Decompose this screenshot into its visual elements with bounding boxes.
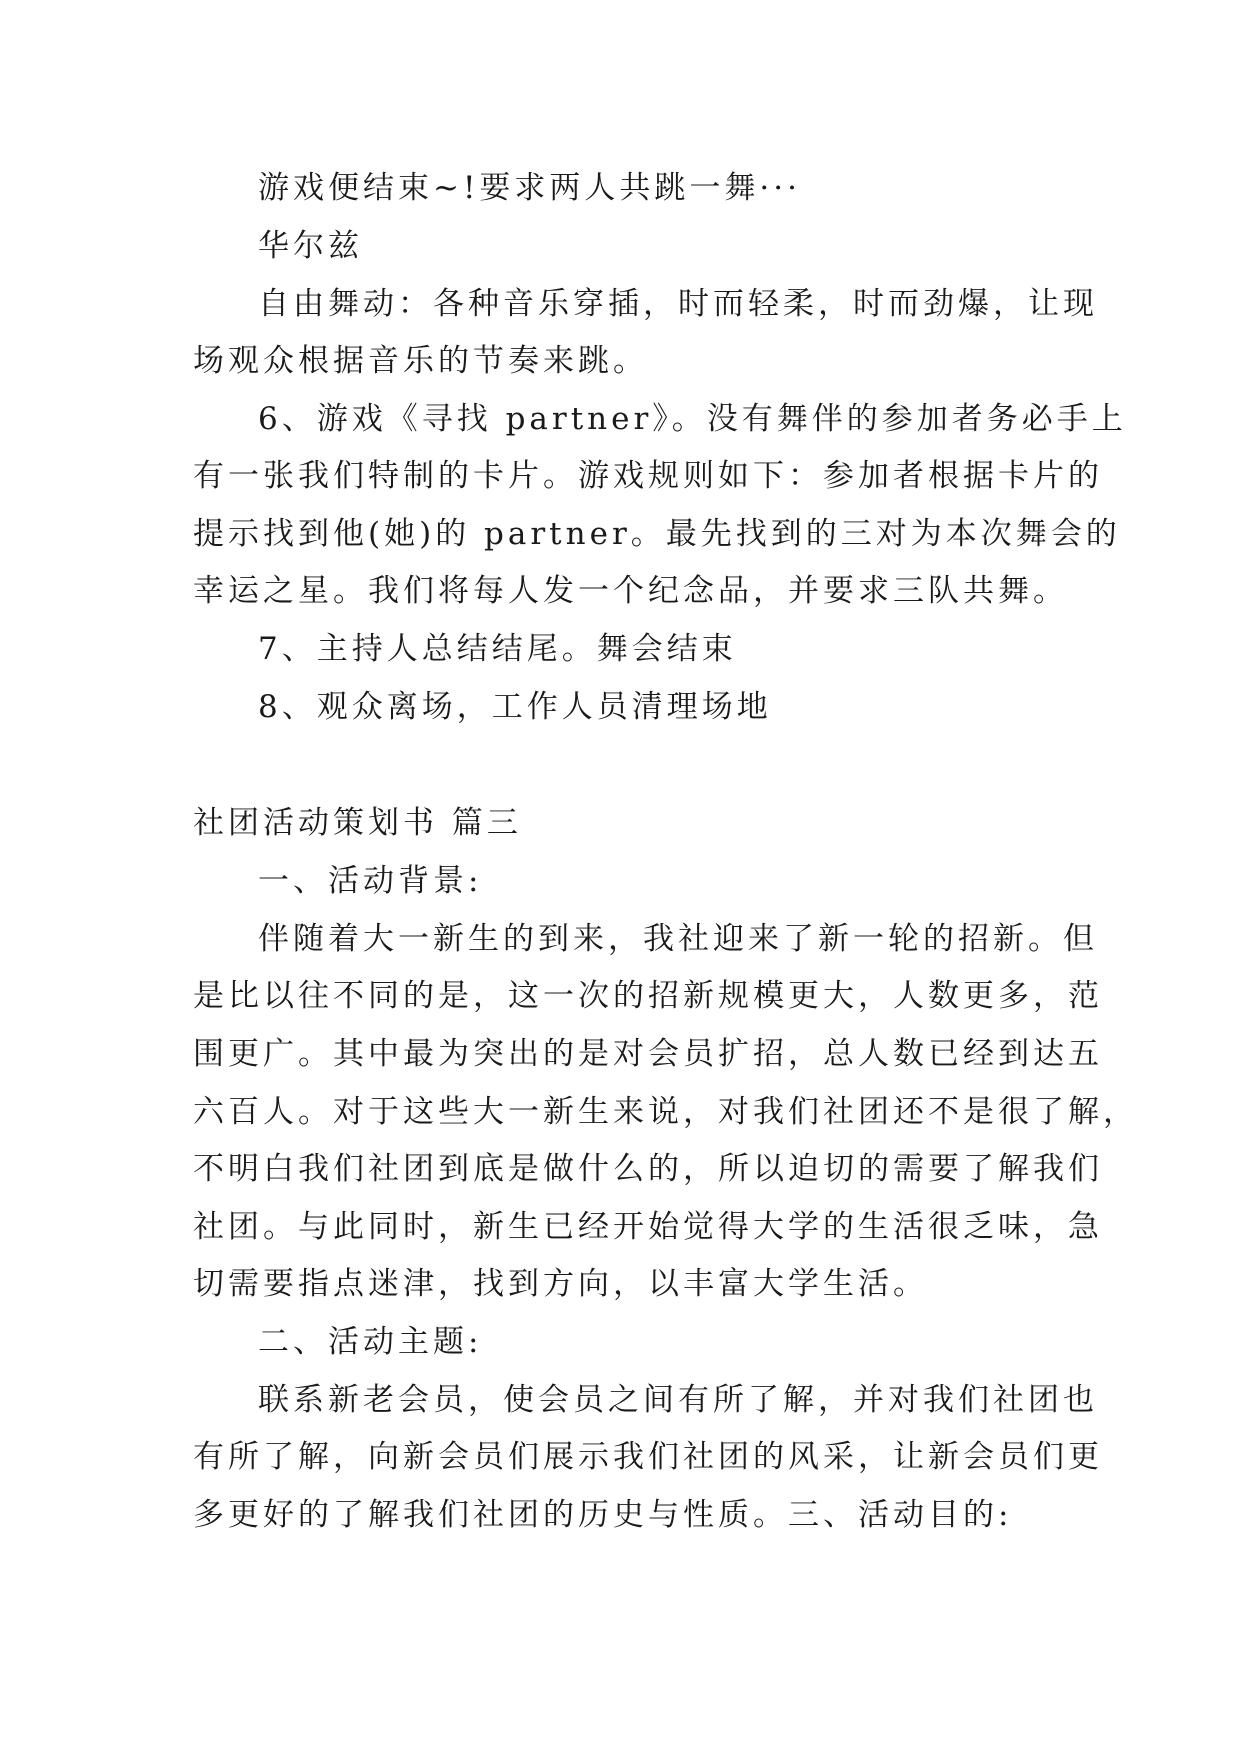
text-line: 伴随着大一新生的到来，我社迎来了新一轮的招新。但 [258, 921, 1098, 957]
text-line: 切需要指点迷津，找到方向，以丰富大学生活。 [193, 1266, 928, 1302]
text-line: 7、主持人总结结尾。舞会结束 [258, 631, 737, 667]
text-line: 幸运之星。我们将每人发一个纪念品，并要求三队共舞。 [193, 573, 1068, 609]
text-line: 有所了解，向新会员们展示我们社团的风采，让新会员们更 [193, 1439, 1103, 1475]
text-line: 游戏便结束~!要求两人共跳一舞··· [258, 170, 801, 206]
text-line: 提示找到他(她)的 partner。最先找到的三对为本次舞会的 [193, 516, 1121, 552]
text-line: 有一张我们特制的卡片。游戏规则如下：参加者根据卡片的 [193, 458, 1103, 494]
text-line: 不明白我们社团到底是做什么的，所以迫切的需要了解我们 [193, 1151, 1103, 1187]
text-line: 场观众根据音乐的节奏来跳。 [193, 343, 648, 379]
text-line: 8、观众离场，工作人员清理场地 [258, 689, 772, 725]
text-line: 围更广。其中最为突出的是对会员扩招，总人数已经到达五 [193, 1036, 1103, 1072]
text-line: 联系新老会员，使会员之间有所了解，并对我们社团也 [258, 1382, 1098, 1418]
text-line: 华尔兹 [258, 228, 363, 264]
text-line: 是比以往不同的是，这一次的招新规模更大，人数更多，范 [193, 978, 1103, 1014]
subheading: 二、活动主题: [258, 1324, 483, 1360]
text-line: 自由舞动：各种音乐穿插，时而轻柔，时而劲爆，让现 [258, 286, 1098, 322]
text-line: 6、游戏《寻找 partner》。没有舞伴的参加者务必手上 [258, 401, 1127, 437]
text-line: 多更好的了解我们社团的历史与性质。三、活动目的: [193, 1497, 1013, 1533]
text-line: 六百人。对于这些大一新生来说，对我们社团还不是很了解， [193, 1094, 1138, 1130]
text-line: 社团。与此同时，新生已经开始觉得大学的生活很乏味，急 [193, 1209, 1103, 1245]
subheading: 一、活动背景: [258, 863, 483, 899]
section-heading: 社团活动策划书 篇三 [193, 805, 522, 841]
